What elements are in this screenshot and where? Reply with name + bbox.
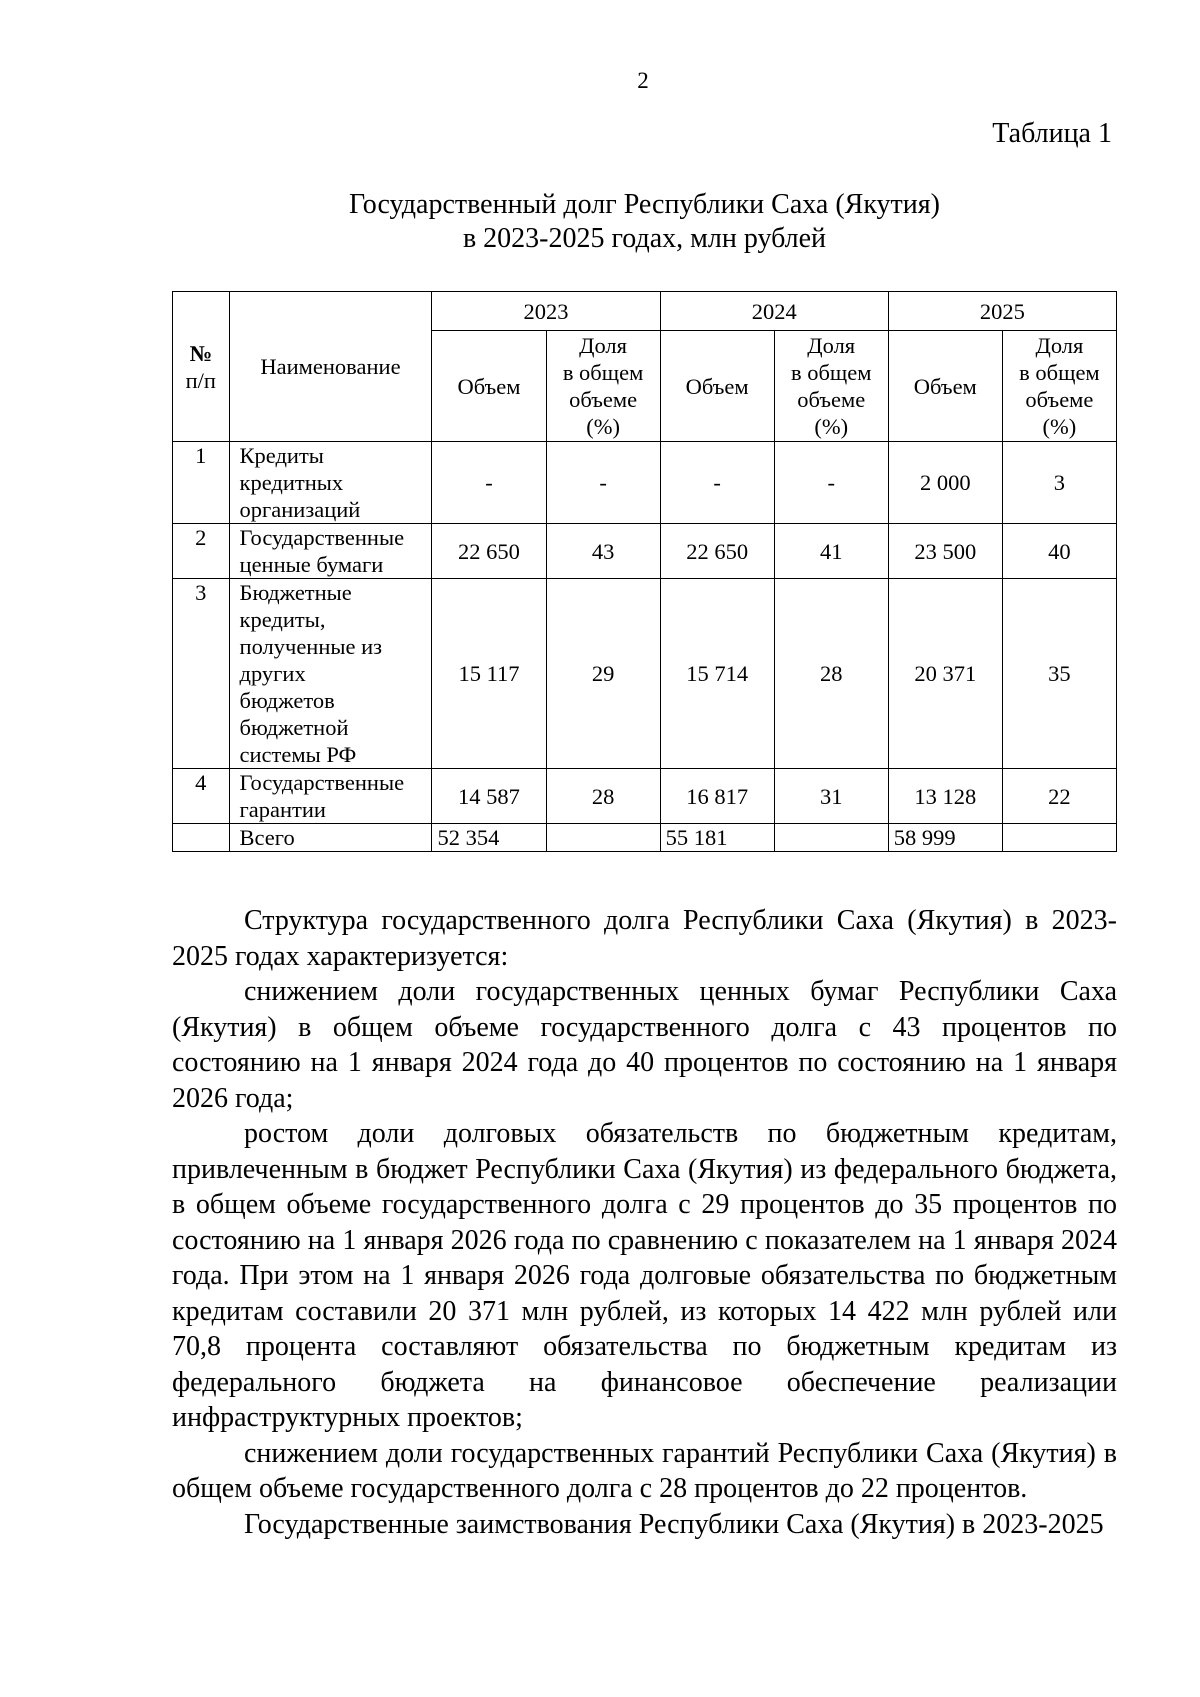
cell-share: 29 [546,579,660,769]
row-number: 1 [173,442,230,524]
paragraph-1: Структура государственного долга Республики Саха (Якутия) в 2023-2025 годах характеризуется: [172,905,1117,972]
cell-share: 43 [546,524,660,579]
share-line: в общем [562,360,644,385]
cell-share: 35 [1002,579,1116,769]
header-year-2024: 2024 [660,292,888,331]
cell-volume: 15 714 [660,579,774,769]
row-name [229,769,432,824]
total-volume: 58 999 [888,824,1002,852]
table-title-line-2: в 2023-2025 годах, млн рублей [462,223,827,254]
header-volume-2023: Объем [432,331,546,442]
table-title [172,188,1117,256]
cell-volume: 23 500 [888,524,1002,579]
share-line: (%) [814,414,849,439]
paragraph-5: Государственные заимствования Республики Саха (Якутия) в 2023-2025 [244,1508,1104,1540]
table-row [173,442,1117,524]
paragraph-4: снижением доли государственных гарантий Республики Саха (Якутия) в общем объеме государственного долга с 28 процентов до 22 процентов. [172,1437,1117,1504]
table-row [173,769,1117,824]
total-share [1002,824,1116,852]
share-line: объеме [797,387,866,412]
share-line: Доля [1035,333,1084,358]
total-label: Всего [229,824,432,852]
debt-table [172,291,1117,852]
header-share-2024 [774,331,888,442]
table-label: Таблица 1 [992,118,1112,149]
cell-share: 3 [1002,442,1116,524]
header-year-2023: 2023 [432,292,660,331]
row-number: 3 [173,579,230,769]
cell-volume: 22 650 [432,524,546,579]
row-name-line: ценные бумаги [239,552,384,577]
row-number: 4 [173,769,230,824]
cell-share: 28 [774,579,888,769]
cell-share: - [546,442,660,524]
body-text [172,903,1117,1542]
share-line: (%) [586,414,620,439]
header-share-2023 [546,331,660,442]
share-line: объеме [569,387,638,412]
row-name-line: кредитных [239,470,344,495]
total-number [173,824,230,852]
row-name-line: организаций [239,497,361,522]
cell-volume: 20 371 [888,579,1002,769]
cell-volume: - [432,442,546,524]
header-name: Наименование [229,292,432,442]
row-name-line: Кредиты [239,443,324,468]
share-line: (%) [1042,414,1077,439]
share-line: в общем [790,360,872,385]
header-volume-2025: Объем [888,331,1002,442]
cell-share: 40 [1002,524,1116,579]
cell-share: 22 [1002,769,1116,824]
share-line: Доля [579,333,628,358]
table-title-line-1: Государственный долг Республики Саха (Якутия) [349,189,940,220]
paragraph-3: ростом доли долговых обязательств по бюджетным кредитам, привлеченным в бюджет Республики Саха (Якутия) из федерального бюджета, в общем объеме государственного долга с 29 процентов до 35 процентов по состоянию на 1 января 2026 года по сравнению с показателем на 1 января 2024 года. При этом на 1 января 2026 года долговые обязательства по бюджетным кредитам составили 20 371 млн рублей, из которых 14 422 млн рублей или 70,8 процента составляют обязательства по бюджетным кредитам из федерального бюджета на финансовое обеспечение реализации инфраструктурных проектов; [172,1118,1117,1433]
header-share-2025 [1002,331,1116,442]
total-volume: 52 354 [432,824,546,852]
table-row [173,524,1117,579]
row-number: 2 [173,524,230,579]
row-name [229,442,432,524]
header-num-pp: п/п [185,367,216,393]
cell-volume: 14 587 [432,769,546,824]
row-name-line: Государственные [239,525,405,550]
header-volume-2024: Объем [660,331,774,442]
table-body [173,442,1117,852]
row-name-line: системы РФ [239,742,357,767]
share-line: Доля [807,333,856,358]
cell-volume: 22 650 [660,524,774,579]
header-num [173,292,230,442]
header-year-2025: 2025 [888,292,1116,331]
table-row [173,579,1117,769]
cell-share: - [774,442,888,524]
paragraph-2: снижением доли государственных ценных бумаг Республики Саха (Якутия) в общем объеме государственного долга с 43 процентов по состоянию на 1 января 2024 года до 40 процентов по состоянию на 1 января 2026 года; [172,976,1117,1114]
row-name-line: гарантии [239,797,326,822]
cell-share: 28 [546,769,660,824]
cell-volume: 16 817 [660,769,774,824]
row-name [229,524,432,579]
header-row-years [173,292,1117,331]
cell-volume: - [660,442,774,524]
row-name-line: кредиты, [239,607,326,632]
row-name-line: Государственные [239,770,405,795]
cell-volume: 2 000 [888,442,1002,524]
cell-share: 41 [774,524,888,579]
page-number: 2 [637,68,649,93]
share-line: в общем [1019,360,1100,385]
total-row [173,824,1117,852]
row-name-line: полученные из [239,634,383,659]
total-share [774,824,888,852]
row-name [229,579,432,769]
total-share [546,824,660,852]
row-name-line: Бюджетные [239,580,352,605]
header-num-sign: № [189,340,213,366]
total-volume: 55 181 [660,824,774,852]
row-name-line: бюджетной [239,715,349,740]
share-line: объеме [1025,387,1094,412]
cell-volume: 13 128 [888,769,1002,824]
row-name-line: бюджетов [239,688,335,713]
cell-volume: 15 117 [432,579,546,769]
cell-share: 31 [774,769,888,824]
row-name-line: других [239,661,306,686]
